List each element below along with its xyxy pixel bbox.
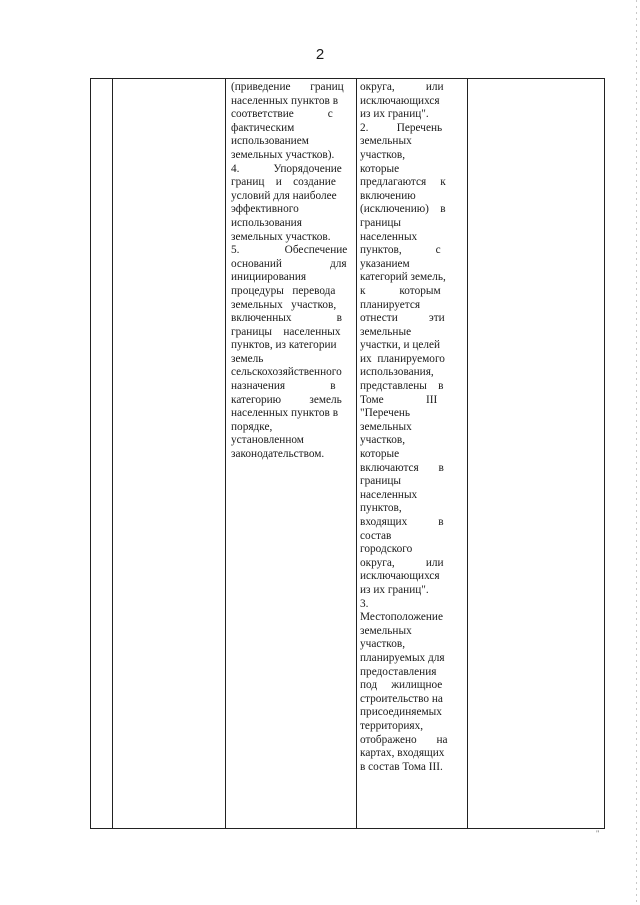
table-column-number [91,79,113,828]
tasks-cell-text: (приведение границ населенных пунктов в соответствие с фактическим использованием земельных участков). 4. Упорядочение границ и создание условий для наиболее эффективного использования земельных участков. 5. Обеспечение оснований для инициирования процедуры перевода земельных участков, включенных в границы населенных пунктов, из категории земель сельскохозяйственного назначения в категорию земель населенных пунктов в порядке, установленном законодательством. [231,81,348,461]
page-number: 2 [315,46,325,63]
table-column-changes [357,79,468,828]
table-column-name [113,79,226,828]
scan-edge-line [636,0,637,905]
document-table [90,78,605,829]
table-column-notes [468,79,604,828]
scan-mark: " [596,829,600,838]
changes-cell-text: округа, или исключающихся из их границ". 2. Перечень земельных участков, которые предлагаются к включению (исключению) в границы населенных пунктов, с указанием категорий земель, к которым планируется отнести эти земельные участки, и целей их планируемого использования, представлены в Томе III "Перечень земельных участков, которые включаются в границы населенных пунктов, входящих в состав городского округа, или исключающихся из их границ". 3. Местоположение земельных участков, планируемых для предоставления под жилищное строительство на присоединяемых территориях, отображено на картах, входящих в состав Тома III. [360,81,448,773]
table-column-tasks [226,79,357,828]
